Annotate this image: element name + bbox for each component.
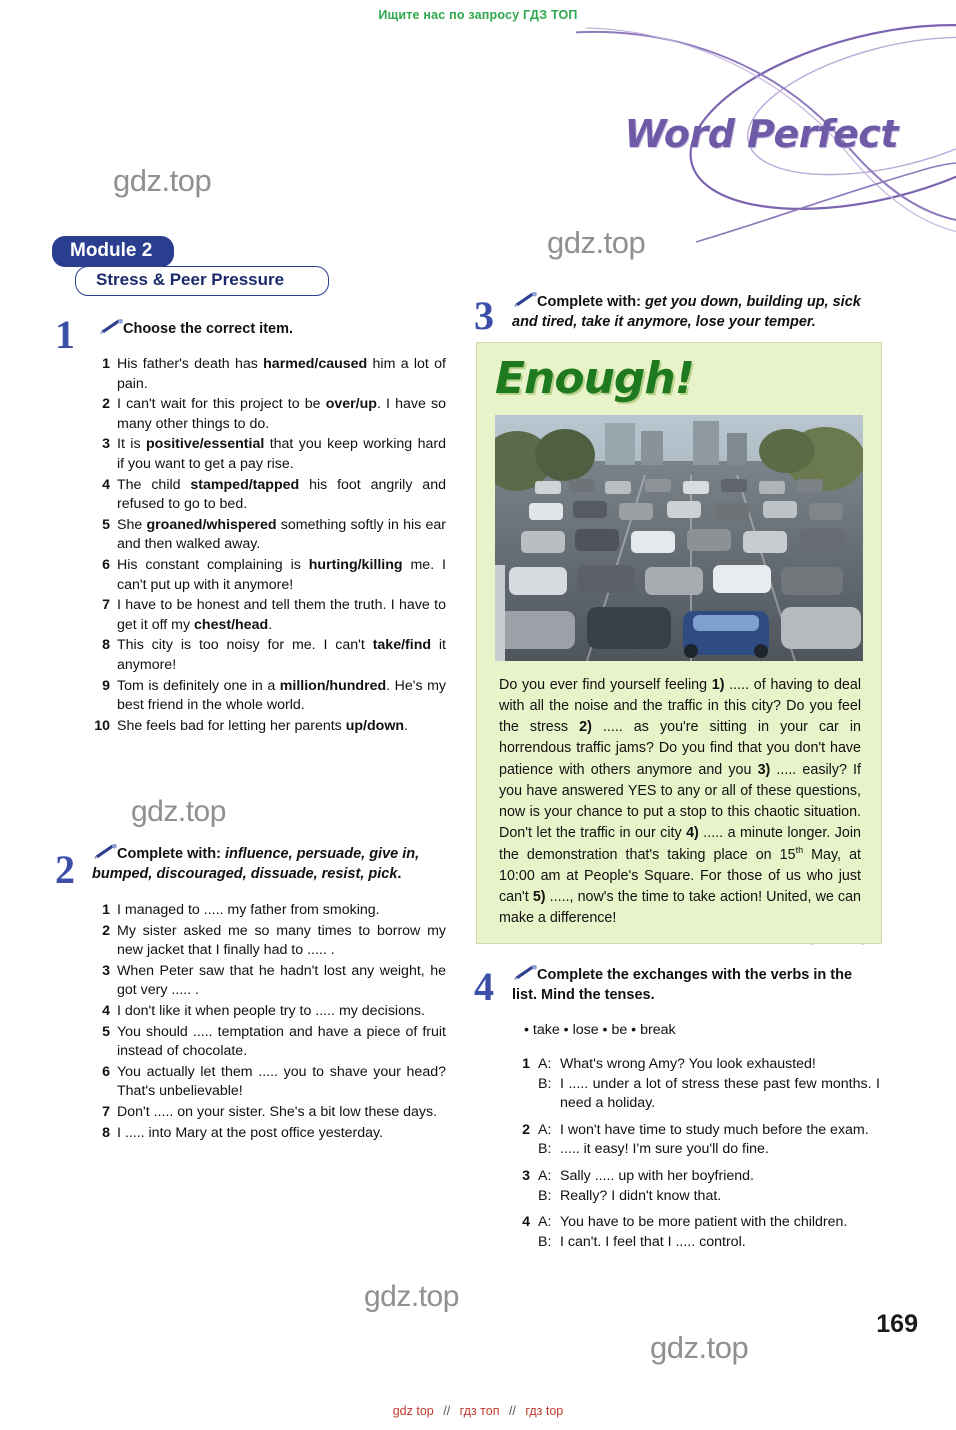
exercise-2-number: 2 [55,847,75,892]
list-item [88,1124,446,1144]
list-item-number: 7 [102,597,110,614]
traffic-jam-photo [495,415,863,661]
list-item-number: 6 [102,1063,110,1080]
list-item [88,476,446,515]
dialogue-number: 4 [522,1214,530,1231]
watermark: gdz.top [650,1330,749,1365]
dialogue-line [538,1121,880,1141]
list-item [88,516,446,555]
dialogue-text: What's wrong Amy? You look exhausted! [560,1056,816,1072]
list-item-text: I ..... into Mary at the post office yesterday. [117,1124,384,1141]
list-item-number: 4 [102,476,110,493]
dialogue-text: Sally ..... up with her boyfriend. [560,1167,754,1184]
module-subtitle-box [75,266,329,296]
dialogue-speaker: B: [538,1233,552,1250]
exercise-1-number: 1 [55,312,75,357]
footer-separator: // [443,1404,451,1418]
list-item [88,962,446,1001]
module-subtitle: Stress & Peer Pressure [96,270,285,289]
dialogue-item [508,1121,880,1160]
exercise-2-list [88,901,446,1144]
list-item [88,596,446,635]
dialogue-text: You have to be more patient with the children. [560,1214,848,1231]
pencil-icon [512,967,534,981]
dialogue-body [538,1213,880,1252]
list-item [88,395,446,434]
list-item-number: 5 [102,1023,110,1040]
list-item [88,1023,446,1062]
dialogue-number: 3 [522,1167,530,1184]
exercise-2-heading: Complete with: influence, persuade, give in, bumped, discouraged, dissuade, resist, pick. [92,845,448,884]
list-item [88,922,446,961]
dialogue-item [508,1055,880,1114]
list-item-number: 3 [102,962,110,979]
dialogue-speaker: A: [538,1214,552,1231]
list-item-text: His constant complaining is hurting/killing me. I can't put up with it anymore! [117,556,446,593]
dialogue-text: ..... it easy! I'm sure you'll do fine. [560,1141,769,1158]
list-item-number: 5 [102,516,110,533]
list-item-text: When Peter saw that he hadn't lost any weight, he got very ..... . [117,962,446,999]
poster-body-text: Do you ever find yourself feeling 1) ..... of having to deal with all the noise and the traffic in this city? Do you feel the stress 2) ..... as you're sitting in your car in horrendous traffic jams? Do you find that you don't have patience with others anymore and you 3) ..... easily? If you have answered YES to any or all of these questions, now is your chance to put a stop to this chaotic situation. Don't let the traffic in our city 4) ..... a minute longer. Join the demonstration that's taking place on 15th May, at 10:00 am at People's Square. For those of us who just can't 5) ....., now's the time to take action! United, we can make a difference! [499,677,861,927]
list-item-text: The child stamped/tapped his foot angrily and refused to go to bed. [117,476,446,513]
list-item-text: It is positive/essential that you keep working hard if you want to get a pay rise. [117,436,447,472]
footer-separator: // [508,1404,516,1418]
dialogue-line [538,1075,880,1114]
exercise-4-wordbank: • take • lose • be • break [524,1022,676,1038]
dialogue-speaker: A: [538,1056,552,1072]
list-item-number: 3 [102,436,110,453]
pencil-icon [512,294,534,308]
list-item-text: She groaned/whispered something softly in his ear and then walked away. [117,516,446,553]
exercise-3-number: 3 [474,293,494,338]
dialogue-line [538,1055,880,1075]
watermark: gdz.top [364,1280,459,1313]
exercise-3-heading-label: Complete with: [537,294,641,310]
list-item-number: 8 [102,1124,110,1141]
list-item-number: 8 [102,637,110,654]
list-item [88,435,446,474]
footer-item-3: гдз top [525,1404,564,1418]
pencil-icon [98,321,120,335]
exercise-4-list [508,1055,880,1259]
dialogue-body [538,1121,880,1160]
list-item [88,355,446,394]
list-item-number: 1 [102,902,110,918]
exercise-4-heading [512,966,874,1005]
poster-title: Enough! [495,353,694,404]
exercise-1-list [88,355,446,737]
list-item-text: Don't ..... on your sister. She's a bit low these days. [117,1103,438,1120]
list-item-number: 2 [102,396,110,413]
list-item [88,1002,446,1022]
dialogue-text: Really? I didn't know that. [560,1187,722,1204]
list-item [88,636,446,675]
exercise-4-heading-text: Complete the exchanges with the verbs in the list. Mind the tenses. [512,967,853,1003]
list-item-text: You should ..... temptation and have a piece of fruit instead of chocolate. [117,1023,446,1060]
dialogue-line [538,1167,880,1187]
dialogue-speaker: B: [538,1187,552,1204]
list-item-text: You actually let them ..... you to shave your head? That's unbelievable! [117,1063,446,1100]
dialogue-number: 2 [522,1121,530,1138]
exercise-1-heading-text: Choose the correct item. [123,321,294,337]
list-item-text: Tom is definitely one in a million/hundred. He's my best friend in the whole world. [117,677,447,714]
dialogue-text: I ..... under a lot of stress these past few months. I need a holiday. [560,1075,880,1112]
enough-poster [476,342,882,944]
list-item-text: I can't wait for this project to be over/up. I have so many other things to do. [117,396,447,432]
dialogue-speaker: A: [538,1121,552,1138]
list-item-number: 2 [102,922,110,939]
list-item-text: His father's death has harmed/caused him a lot of pain. [117,356,446,392]
dialogue-speaker: A: [538,1167,552,1184]
dialogue-body [538,1167,880,1206]
list-item [88,717,446,737]
list-item-number: 10 [94,717,110,734]
list-item-text: I have to be honest and tell them the truth. I have to get it off my chest/head. [117,597,446,633]
dialogue-line [538,1140,880,1160]
module-badge: Module 2 [52,236,174,267]
page-number: 169 [876,1310,918,1338]
dialogue-line [538,1213,880,1233]
list-item-number: 9 [102,677,110,694]
exercise-2-wordbank: influence, persuade, give in, bumped, discouraged, dissuade, resist, pick [92,846,420,882]
exercise-3-wordbank: get you down, building up, sick and tired, take it anymore, lose your temper. [512,294,861,330]
watermark: gdz.top [131,795,226,828]
list-item-text: This city is too noisy for me. I can't take/find it anymore! [117,637,446,673]
dialogue-speaker: B: [538,1075,552,1092]
footer-links [0,1404,956,1418]
dialogue-line [538,1187,880,1207]
promo-banner: Ищите нас по запросу ГДЗ ТОП [378,8,578,22]
list-item-text: I don't like it when people try to ..... my decisions. [117,1002,425,1019]
watermark: gdz.top [113,163,212,198]
list-item [88,556,446,595]
exercise-1-heading [98,320,448,340]
list-item [88,1063,446,1102]
dialogue-item [508,1213,880,1252]
footer-item-1: gdz top [392,1404,434,1418]
dialogue-line [538,1233,880,1253]
list-item-number: 6 [102,556,110,573]
dialogue-number: 1 [522,1056,530,1072]
dialogue-body [538,1055,880,1114]
watermark: gdz.top [547,225,646,260]
dialogue-item [508,1167,880,1206]
list-item [88,677,446,716]
list-item-text: My sister asked me so many times to borrow my new jacket that I finally had to ..... . [117,922,446,959]
list-item-text: I managed to ..... my father from smoking. [117,902,380,918]
exercise-3-heading [512,293,874,332]
dialogue-speaker: B: [538,1141,552,1158]
list-item-text: She feels bad for letting her parents up/down. [117,717,408,734]
dialogue-text: I can't. I feel that I ..... control. [560,1233,746,1250]
page-title: Word Perfect [624,112,898,156]
footer-item-2: гдз топ [459,1404,500,1418]
list-item-number: 1 [102,356,110,372]
list-item-number: 4 [102,1002,110,1019]
exercise-4-number: 4 [474,964,494,1009]
dialogue-text: I won't have time to study much before the exam. [560,1121,869,1138]
list-item [88,901,446,921]
list-item-number: 7 [102,1103,110,1120]
spacer [508,1253,880,1259]
pencil-icon [92,846,114,860]
exercise-2-heading-label: Complete with: [117,846,221,862]
list-item [88,1103,446,1123]
